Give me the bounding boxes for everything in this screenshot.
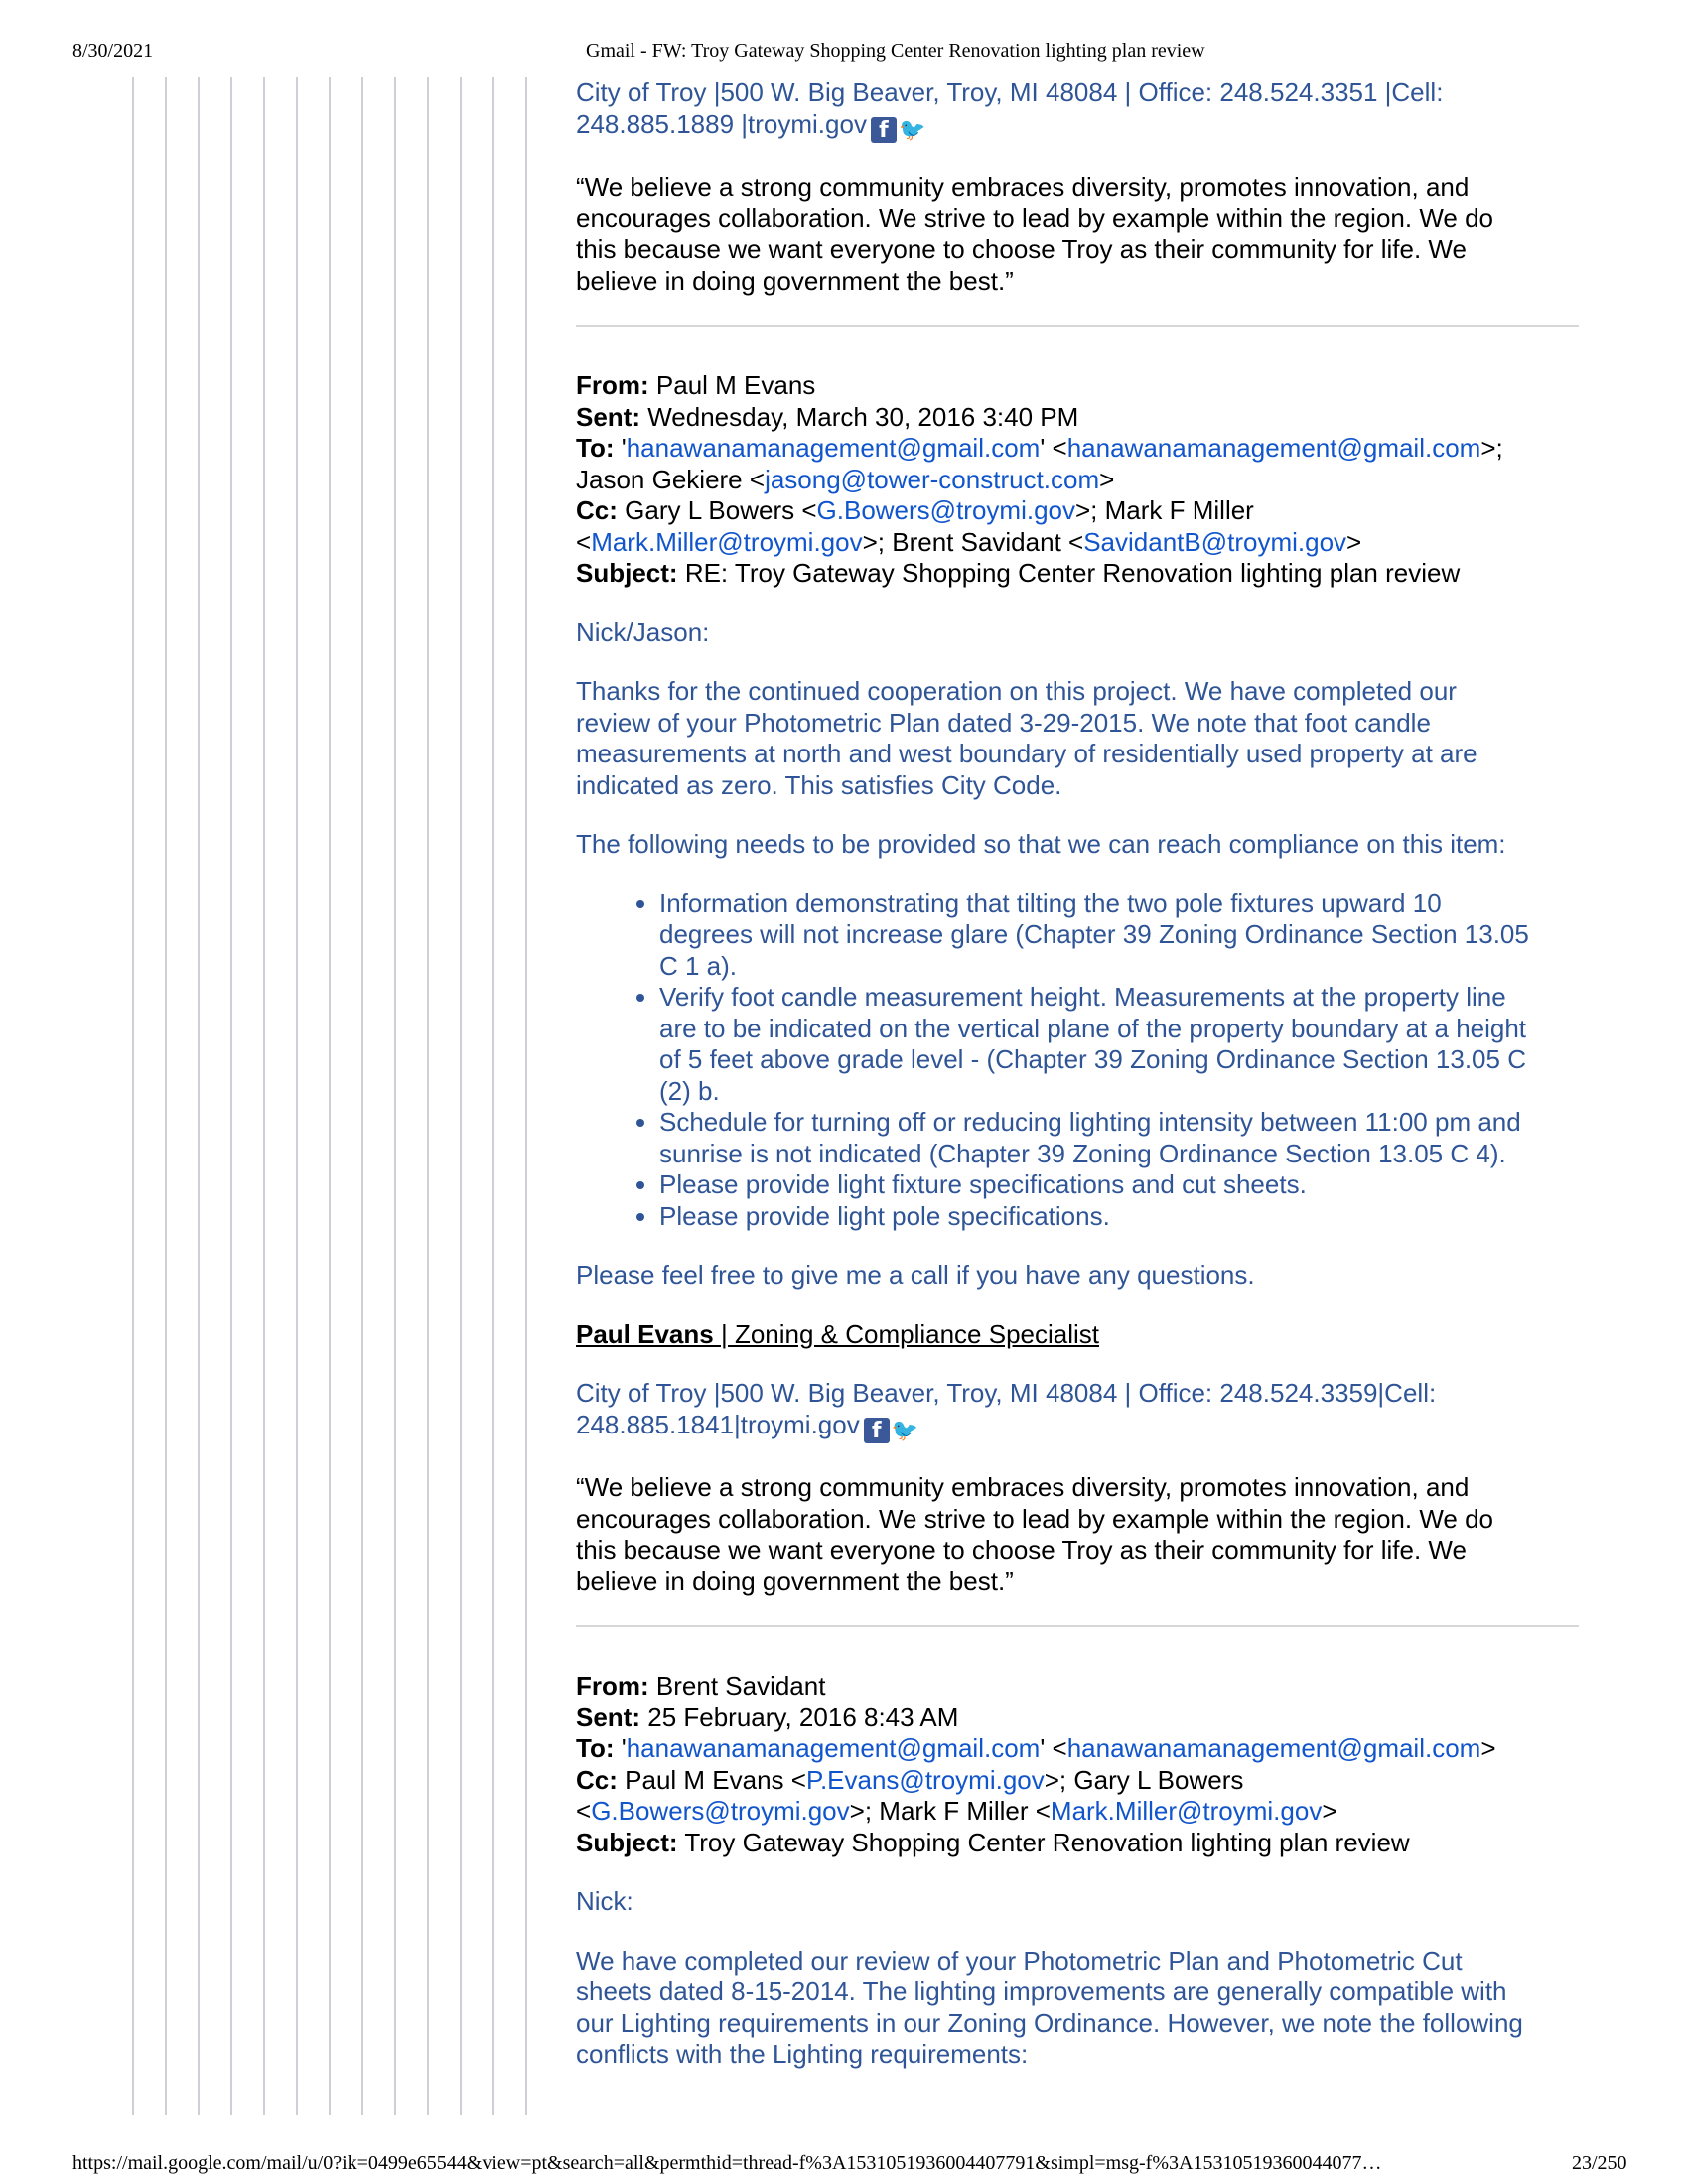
email-link[interactable]: Mark.Miller@troymi.gov	[1050, 1796, 1323, 1826]
signature-contact-line	[576, 109, 1589, 145]
cc-line	[576, 495, 1589, 527]
subject-label: Subject:	[576, 1827, 678, 1857]
signature-name: Paul Evans	[576, 1318, 721, 1349]
cc-line-continued	[576, 1796, 1589, 1828]
body-line: indicated as zero. This satisfies City Code.	[576, 769, 1062, 800]
signature-block	[576, 1378, 1589, 1597]
quote-line: “We believe a strong community embraces diversity, promotes innovation, and	[576, 1472, 1470, 1502]
email-link[interactable]: jasong@tower-construct.com	[765, 464, 1100, 494]
list-item	[659, 1201, 1589, 1233]
quote-line: this because we want everyone to choose Troy as their community for life. We	[576, 1535, 1467, 1565]
from-value: Brent Savidant	[655, 1671, 826, 1701]
quote-bar	[132, 77, 134, 2115]
print-header	[0, 40, 1688, 69]
list-line: degrees will not increase glare (Chapter 39 Zoning Ordinance Section 13.05	[659, 919, 1529, 949]
body-paragraph	[576, 1946, 1589, 2071]
email-header	[576, 1671, 1589, 1858]
list-line: C 1 a).	[659, 950, 738, 981]
print-url: https://mail.google.com/mail/u/0?ik=0499e65544&view=pt&search=all&permthid=thread-f%3A1531051936004407791&simpl=msg-f%3A15310519360044077…	[72, 2152, 1382, 2174]
sent-value: Wednesday, March 30, 2016 3:40 PM	[647, 401, 1079, 432]
cc-text: >; Mark F Miller <	[849, 1796, 1051, 1826]
to-text: >	[1480, 1733, 1496, 1763]
quote-bars	[0, 77, 556, 2115]
quote-line: encourages collaboration. We strive to lead by example within the region. We do	[576, 203, 1494, 233]
to-text: Jason Gekiere <	[576, 464, 766, 494]
list-item	[659, 888, 1589, 983]
cc-label: Cc:	[576, 495, 618, 525]
quote-bar	[329, 77, 331, 2115]
from-line	[576, 370, 1589, 402]
list-item	[659, 982, 1589, 1107]
cc-line	[576, 1765, 1589, 1797]
from-label: From:	[576, 370, 649, 400]
sent-line	[576, 1703, 1589, 1734]
email-link[interactable]: hanawanamanagement@gmail.com	[626, 433, 1041, 463]
quote-bar	[230, 77, 232, 2115]
subject-value: RE: Troy Gateway Shopping Center Renovation lighting plan review	[684, 558, 1461, 588]
quote-bar	[492, 77, 494, 2115]
quote-bar	[361, 77, 363, 2115]
list-line: of 5 feet above grade level - (Chapter 39 Zoning Ordinance Section 13.05 C	[659, 1044, 1526, 1074]
body-line: measurements at north and west boundary of residentially used property at are	[576, 739, 1477, 768]
to-line-continued	[576, 465, 1589, 496]
quote-bar	[296, 77, 298, 2115]
body-line: our Lighting requirements in our Zoning Ordinance. However, we note the following	[576, 2007, 1523, 2038]
to-text: >;	[1480, 433, 1503, 463]
body-line: Thanks for the continued cooperation on this project. We have completed our	[576, 676, 1457, 706]
closing-line: Please feel free to give me a call if you have any questions.	[576, 1260, 1255, 1290]
to-label: To:	[576, 1733, 615, 1763]
email-link[interactable]: SavidantB@troymi.gov	[1083, 526, 1347, 557]
quote-bar	[394, 77, 396, 2115]
greeting: Nick:	[576, 1886, 633, 1916]
cc-line-continued	[576, 527, 1589, 559]
list-line: (2) b.	[659, 1075, 720, 1106]
quote-line: believe in doing government the best.”	[576, 1566, 1014, 1596]
signature-contact-line: City of Troy |500 W. Big Beaver, Troy, MI 48084 | Office: 248.524.3351 |Cell:	[576, 77, 1444, 107]
signature-name-line	[576, 1319, 1589, 1351]
quote-bar	[263, 77, 265, 2115]
cc-text: <	[576, 526, 592, 557]
signature-contact-text: 248.885.1841|troymi.gov	[576, 1409, 860, 1439]
requirements-list	[576, 888, 1589, 1233]
to-label: To:	[576, 433, 615, 463]
body-line: conflicts with the Lighting requirements:	[576, 2039, 1029, 2069]
subject-value: Troy Gateway Shopping Center Renovation lighting plan review	[684, 1827, 1410, 1857]
list-line: Information demonstrating that tilting the two pole fixtures upward 10	[659, 887, 1442, 918]
sent-value: 25 February, 2016 8:43 AM	[647, 1702, 959, 1732]
social-icons	[871, 113, 924, 145]
body-line: sheets dated 8-15-2014. The lighting improvements are generally compatible with	[576, 1977, 1507, 2006]
quote-line: “We believe a strong community embraces diversity, promotes innovation, and	[576, 172, 1470, 202]
to-text: ' <	[1040, 433, 1067, 463]
from-value: Paul M Evans	[655, 370, 816, 400]
signature-title: | Zoning & Compliance Specialist	[720, 1318, 1100, 1349]
cc-text: >	[1322, 1796, 1337, 1826]
list-line: are to be indicated on the vertical plane of the property boundary at a height	[659, 1013, 1527, 1043]
subject-label: Subject:	[576, 558, 678, 588]
subject-line	[576, 558, 1589, 590]
cc-text: >; Mark F Miller	[1075, 495, 1254, 525]
body-line: The following needs to be provided so that we can reach compliance on this item:	[576, 829, 1506, 859]
cc-text: >; Brent Savidant <	[862, 526, 1084, 557]
greeting: Nick/Jason:	[576, 616, 710, 647]
email-link[interactable]: hanawanamanagement@gmail.com	[1066, 1733, 1481, 1763]
quote-line: encourages collaboration. We strive to lead by example within the region. We do	[576, 1503, 1494, 1534]
sent-label: Sent:	[576, 1702, 640, 1732]
quote-bar	[165, 77, 167, 2115]
facebook-icon[interactable]: f	[871, 117, 897, 143]
email-link[interactable]: G.Bowers@troymi.gov	[816, 495, 1075, 525]
divider	[576, 1625, 1579, 1627]
cc-text: >	[1346, 526, 1362, 557]
email-thread	[576, 77, 1589, 2071]
list-line: Please provide light pole specifications.	[659, 1200, 1110, 1231]
email-link[interactable]: P.Evans@troymi.gov	[805, 1764, 1045, 1795]
signature-contact-line: City of Troy |500 W. Big Beaver, Troy, MI 48084 | Office: 248.524.3359|Cell:	[576, 1378, 1437, 1408]
list-line: Schedule for turning off or reducing lighting intensity between 11:00 pm and	[659, 1107, 1521, 1137]
signature-contact-line	[576, 1410, 1589, 1445]
quote-bar	[427, 77, 429, 2115]
print-date: 8/30/2021	[72, 40, 154, 62]
list-line: Verify foot candle measurement height. Measurements at the property line	[659, 982, 1506, 1012]
list-item	[659, 1107, 1589, 1169]
body-line: We have completed our review of your Photometric Plan and Photometric Cut	[576, 1945, 1463, 1976]
quote-line: this because we want everyone to choose Troy as their community for life. We	[576, 234, 1467, 264]
quote-bar	[525, 77, 527, 2115]
cc-text: <	[576, 1796, 592, 1826]
sent-line	[576, 402, 1589, 434]
to-line	[576, 433, 1589, 465]
twitter-icon[interactable]: 🐦	[898, 117, 926, 143]
list-item	[659, 1169, 1589, 1201]
cc-text: Paul M Evans <	[625, 1764, 806, 1795]
facebook-icon[interactable]: f	[864, 1418, 890, 1443]
signature-block	[576, 77, 1589, 297]
email-link[interactable]: hanawanamanagement@gmail.com	[626, 1733, 1041, 1763]
email-header	[576, 370, 1589, 590]
to-text: '	[621, 433, 627, 463]
page-number: 23/250	[1572, 2152, 1627, 2174]
print-title: Gmail - FW: Troy Gateway Shopping Center Renovation lighting plan review	[586, 40, 1205, 62]
cc-text: >; Gary L Bowers	[1044, 1764, 1244, 1795]
signature-contact-text: 248.885.1889 |troymi.gov	[576, 108, 867, 139]
email-link[interactable]: hanawanamanagement@gmail.com	[1066, 433, 1481, 463]
email-link[interactable]: Mark.Miller@troymi.gov	[591, 526, 863, 557]
quote-bar	[198, 77, 200, 2115]
to-text: ' <	[1040, 1733, 1067, 1763]
from-line	[576, 1671, 1589, 1703]
divider	[576, 325, 1579, 327]
subject-line	[576, 1828, 1589, 1859]
sent-label: Sent:	[576, 401, 640, 432]
list-line: Please provide light fixture specifications and cut sheets.	[659, 1169, 1307, 1199]
body-paragraph	[576, 676, 1589, 801]
to-text: >	[1099, 464, 1115, 494]
email-link[interactable]: G.Bowers@troymi.gov	[591, 1796, 850, 1826]
quote-bar	[460, 77, 462, 2115]
quote-line: believe in doing government the best.”	[576, 265, 1014, 296]
twitter-icon[interactable]: 🐦	[891, 1418, 919, 1443]
cc-text: Gary L Bowers <	[625, 495, 817, 525]
cc-label: Cc:	[576, 1764, 618, 1795]
body-line: review of your Photometric Plan dated 3-29-2015. We note that foot candle	[576, 707, 1431, 738]
list-line: sunrise is not indicated (Chapter 39 Zoning Ordinance Section 13.05 C 4).	[659, 1138, 1506, 1168]
to-text: '	[621, 1733, 627, 1763]
from-label: From:	[576, 1671, 649, 1701]
social-icons	[864, 1414, 917, 1445]
to-line	[576, 1733, 1589, 1765]
